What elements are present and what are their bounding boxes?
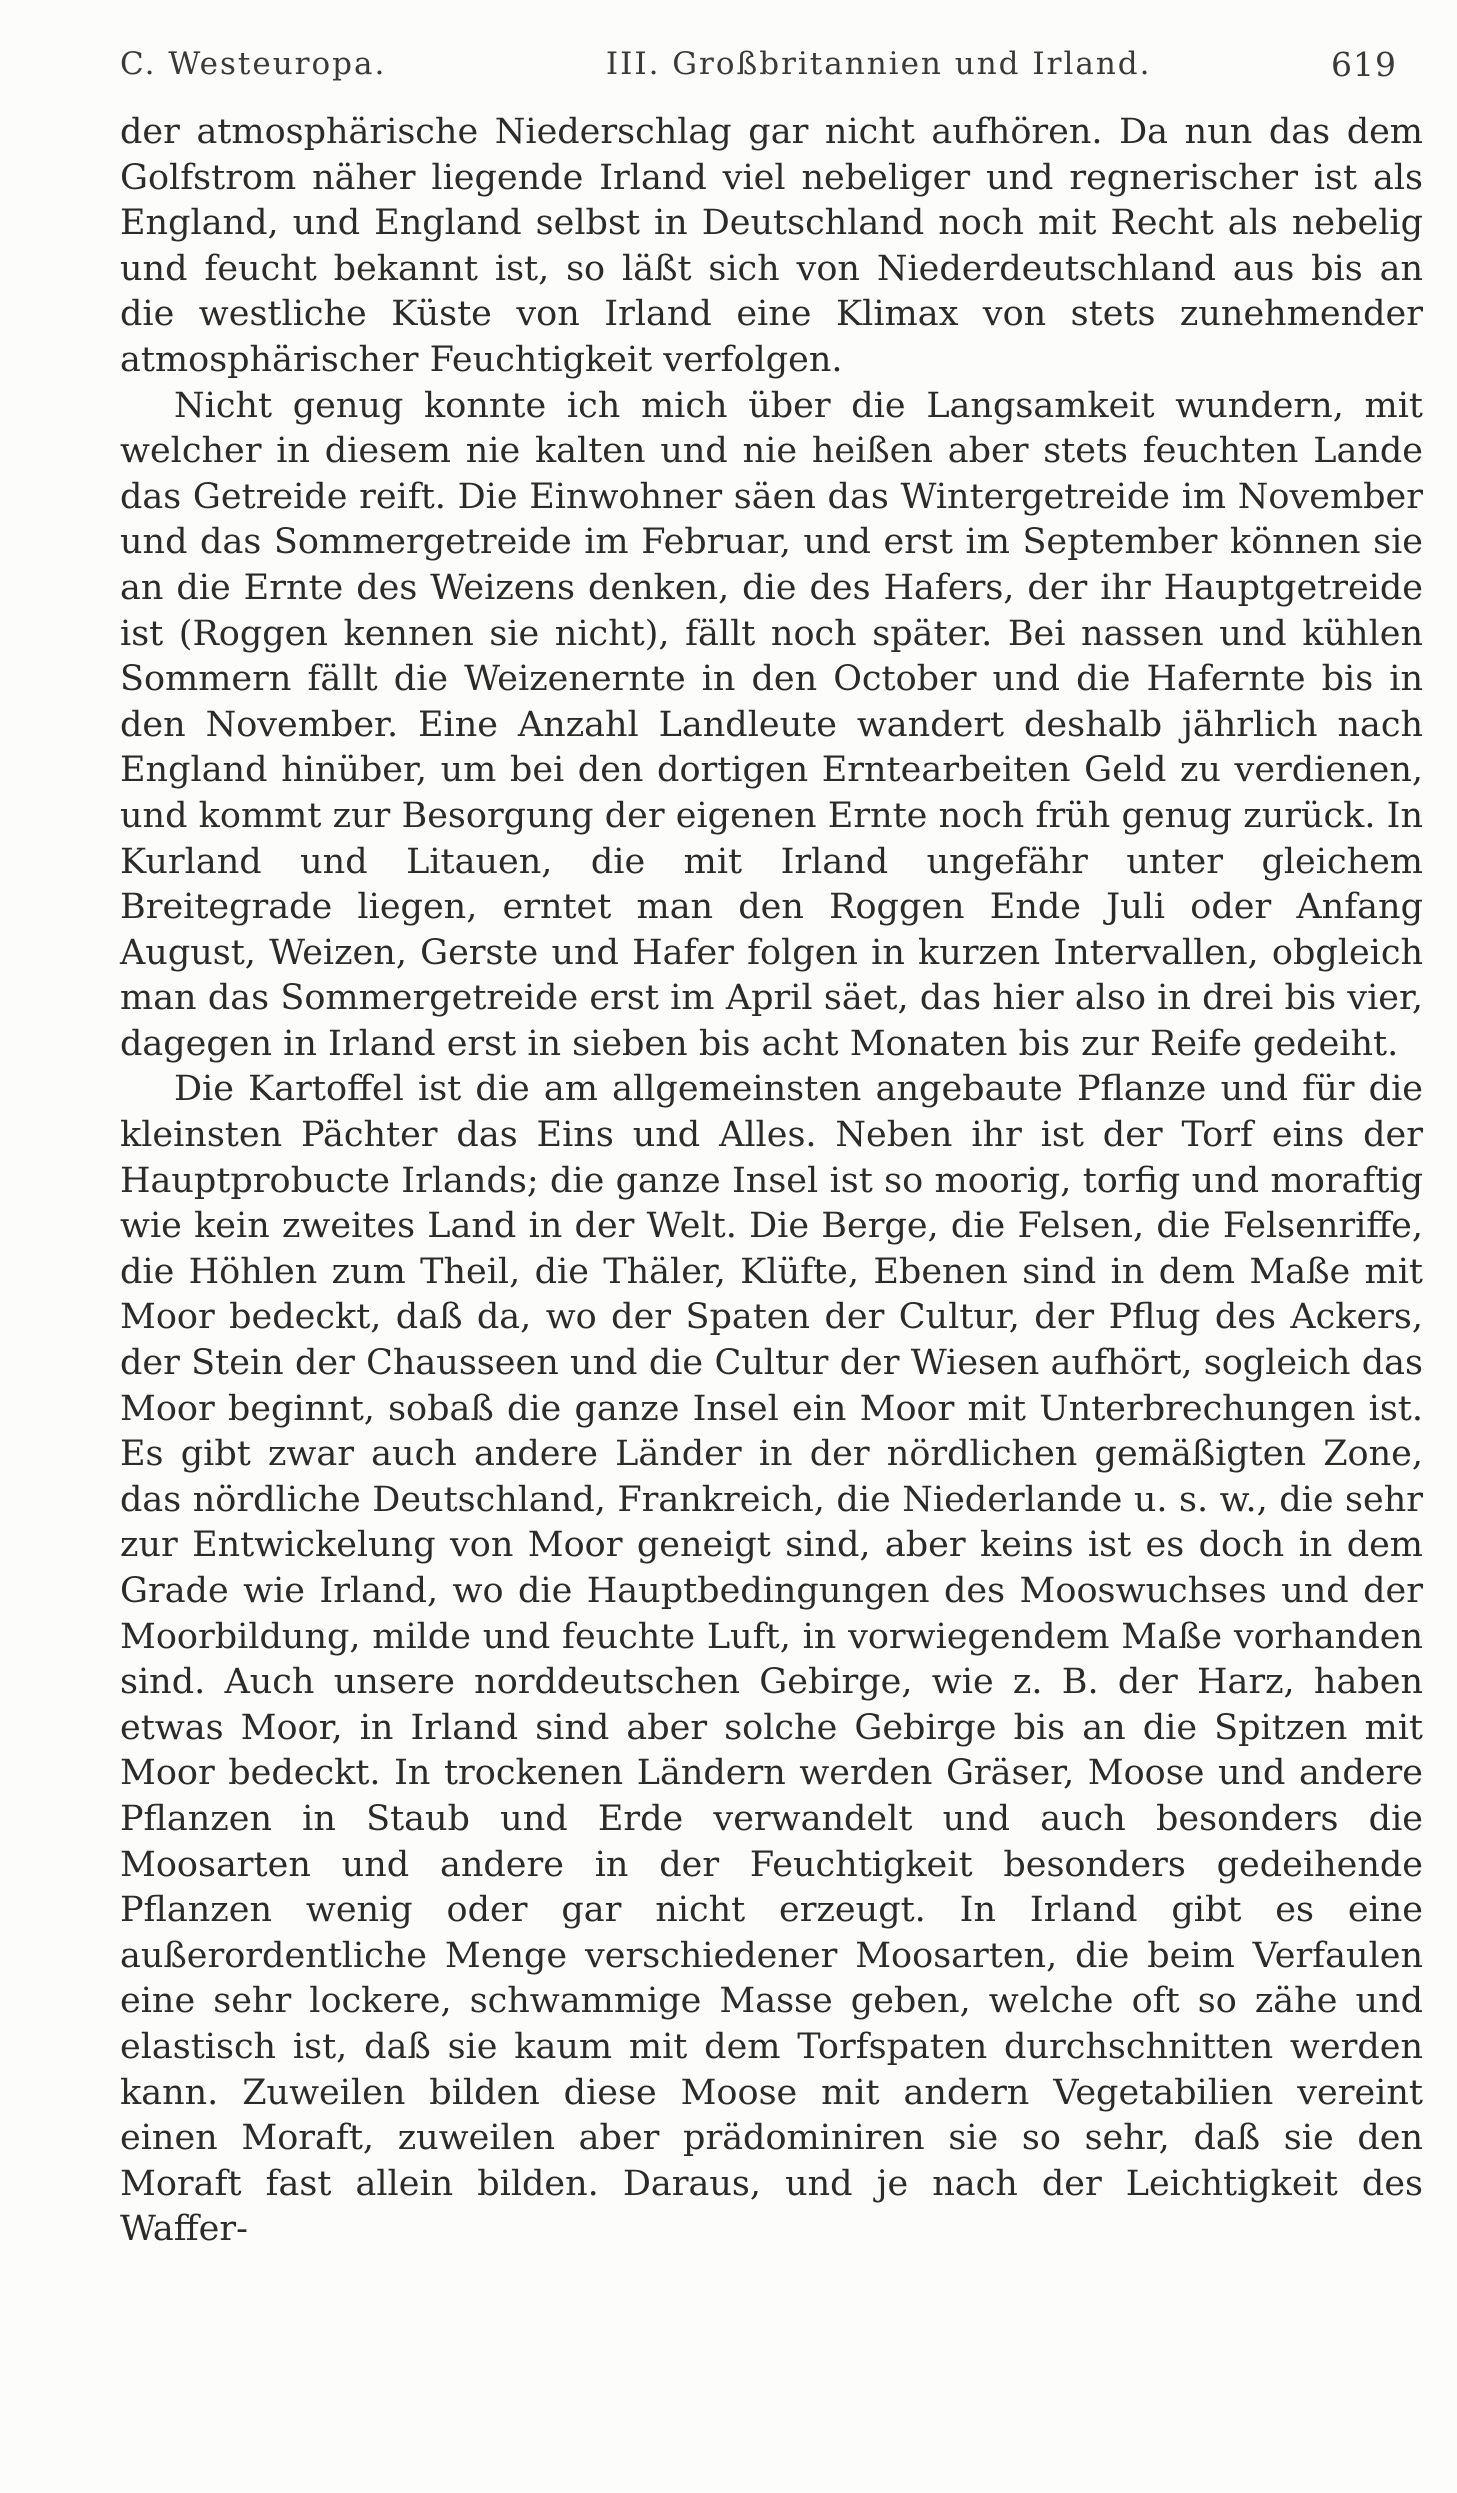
- body-text: [120, 110, 1423, 2253]
- paragraph: der atmosphärische Niederschlag gar nicht aufhören. Da nun das dem Golfstrom näher liegende Irland viel nebeliger und regnerischer ist als England, und England selbst in Deutschland noch mit Recht als nebelig und feucht bekannt ist, so läßt sich von Niederdeutschland aus bis an die westliche Küste von Irland eine Klimax von stets zunehmender atmosphärischer Feuchtigkeit verfolgen.: [120, 112, 1423, 380]
- paragraph: Die Kartoffel ist die am allgemeinsten angebaute Pflanze und für die kleinsten Pächter das Eins und Alles. Neben ihr ist der Torf eins der Hauptprobucte Irlands; die ganze Insel ist so moorig, torfig und moraftig wie kein zweites Land in der Welt. Die Berge, die Felsen, die Felsenriffe, die Höhlen zum Theil, die Thäler, Klüfte, Ebenen sind in dem Maße mit Moor bedeckt, daß da, wo der Spaten der Cultur, der Pflug des Ackers, der Stein der Chausseen und die Cultur der Wiesen aufhört, sogleich das Moor beginnt, sobaß die ganze Insel ein Moor mit Unterbrechungen ist. Es gibt zwar auch andere Länder in der nördlichen gemäßigten Zone, das nördliche Deutschland, Frankreich, die Niederlande u. s. w., die sehr zur Entwickelung von Moor geneigt sind, aber keins ist es doch in dem Grade wie Irland, wo die Hauptbedingungen des Mooswuchses und der Moorbildung, milde und feuchte Luft, in vorwiegendem Maße vorhanden sind. Auch unsere norddeutschen Gebirge, wie z. B. der Harz, haben etwas Moor, in Irland sind aber solche Gebirge bis an die Spitzen mit Moor bedeckt. In trockenen Ländern werden Gräser, Moose und andere Pflanzen in Staub und Erde verwandelt und auch besonders die Moosarten und andere in der Feuchtigkeit besonders gedeihende Pflanzen wenig oder gar nicht erzeugt. In Irland gibt es eine außerordentliche Menge verschiedener Moosarten, die beim Verfaulen eine sehr lockere, schwammige Masse geben, welche oft so zähe und elastisch ist, daß sie kaum mit dem Torfspaten durchschnitten werden kann. Zuweilen bilden diese Moose mit andern Vegetabilien vereint einen Moraft, zuweilen aber prädominiren sie so sehr, daß sie den Moraft fast allein bilden. Daraus, und je nach der Leichtigkeit des Waffer-: [120, 1069, 1423, 2250]
- paragraph: Nicht genug konnte ich mich über die Langsamkeit wundern, mit welcher in diesem nie kalten und nie heißen aber stets feuchten Lande das Getreide reift. Die Einwohner säen das Wintergetreide im November und das Sommergetreide im Februar, und erst im September können sie an die Ernte des Weizens denken, die des Hafers, der ihr Hauptgetreide ist (Roggen kennen sie nicht), fällt noch später. Bei nassen und kühlen Sommern fällt die Weizenernte in den October und die Hafernte bis in den November. Eine Anzahl Landleute wandert deshalb jährlich nach England hinüber, um bei den dortigen Erntearbeiten Geld zu verdienen, und kommt zur Besorgung der eigenen Ernte noch früh genug zurück. In Kurland und Litauen, die mit Irland ungefähr unter gleichem Breitegrade liegen, erntet man den Roggen Ende Juli oder Anfang August, Weizen, Gerste und Hafer folgen in kurzen Intervallen, obgleich man das Sommergetreide erst im April säet, das hier also in drei bis vier, dagegen in Irland erst in sieben bis acht Monaten bis zur Reife gedeiht.: [120, 385, 1423, 1064]
- page-header: [120, 34, 1397, 94]
- page-number: 619: [1331, 44, 1397, 84]
- running-title: III. Großbritannien und Irland.: [605, 46, 1152, 82]
- section-label: C. Westeuropa.: [120, 46, 387, 82]
